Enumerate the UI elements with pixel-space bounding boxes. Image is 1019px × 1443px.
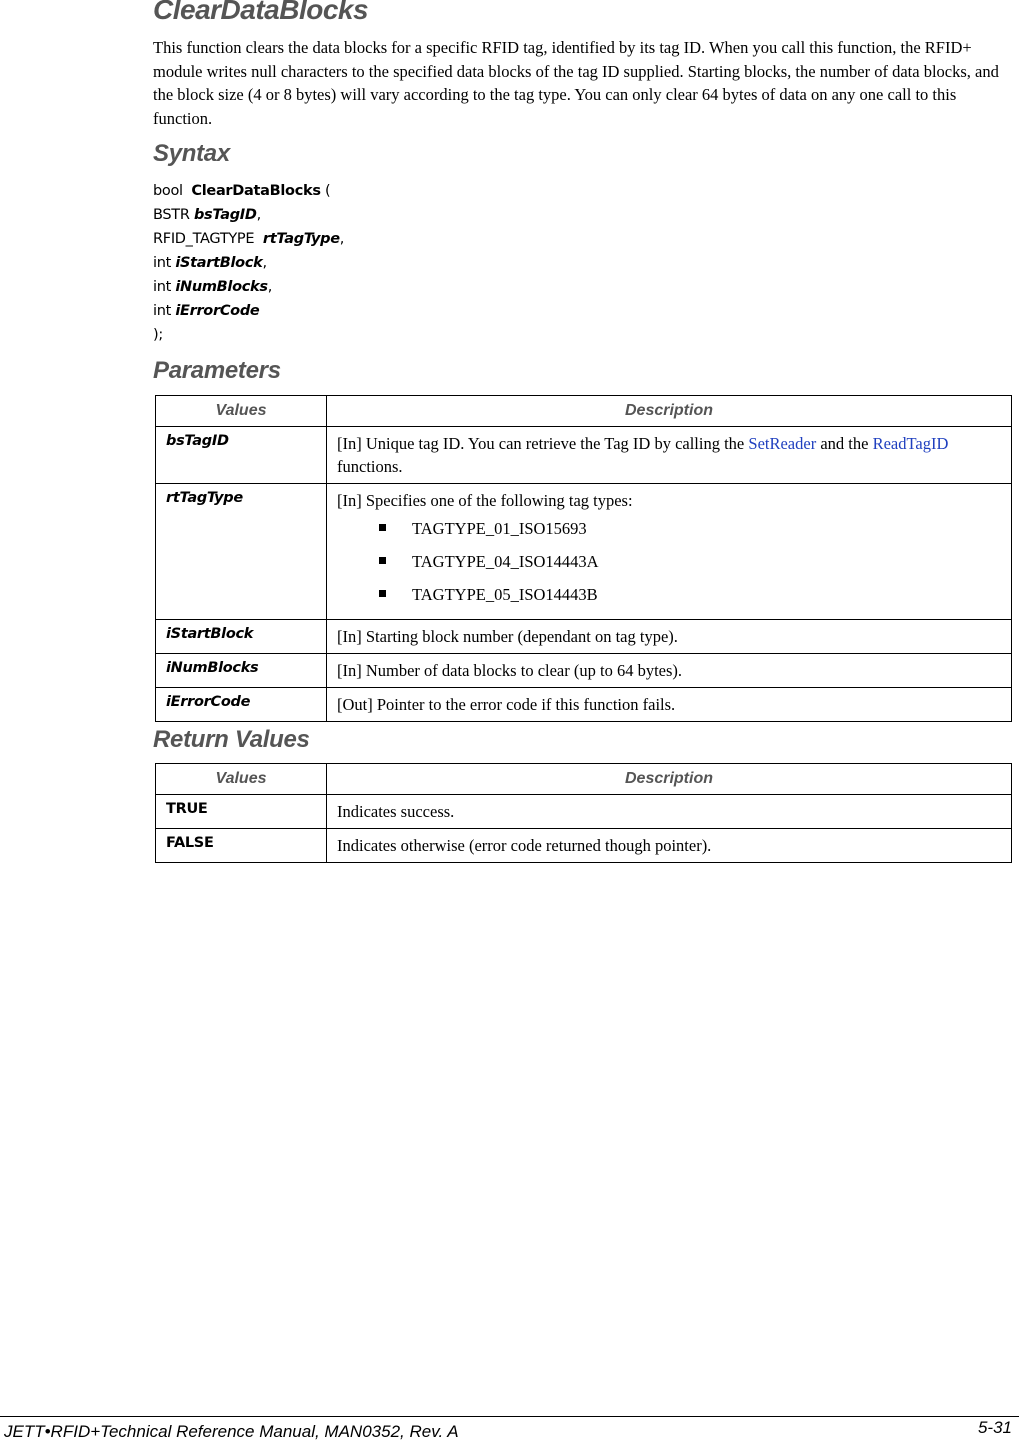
table-header-row	[156, 396, 1012, 427]
page-title: ClearDataBlocks	[153, 0, 369, 25]
function-name: ClearDataBlocks	[191, 183, 321, 199]
syntax-block	[153, 179, 344, 347]
column-header-values: Values	[156, 764, 327, 795]
syntax-line	[153, 203, 344, 227]
intro-paragraph: This function clears the data blocks for a specific RFID tag, identified by its tag ID. When you call this function, the RFID+ module writes null characters to the specified data blocks of the tag ID supplied. Starting blocks, the number of data blocks, and the block size (4 or 8 bytes) will vary according to the tag type. You can only clear 64 bytes of data on any one call to this function.	[153, 38, 999, 128]
syntax-heading: Syntax	[153, 140, 230, 167]
table-row	[156, 829, 1012, 863]
desc-text: [In] Unique tag ID. You can retrieve the Tag ID by calling the	[337, 434, 749, 453]
table-row	[156, 654, 1012, 688]
syntax-close: );	[153, 327, 163, 343]
readtagid-link[interactable]: ReadTagID	[872, 434, 949, 453]
return-value-cell: TRUE	[156, 795, 327, 829]
return-desc-cell: Indicates success.	[327, 795, 1012, 829]
param-name: rtTagType	[262, 231, 340, 247]
param-type: int	[153, 279, 172, 295]
list-item: TAGTYPE_05_ISO14443B	[379, 581, 1001, 614]
desc-text: and the	[816, 434, 873, 453]
param-desc-cell: [In] Number of data blocks to clear (up to 64 bytes).	[327, 654, 1012, 688]
return-values-table	[155, 763, 1012, 863]
param-desc-cell: [In] Starting block number (dependant on tag type).	[327, 620, 1012, 654]
param-name: bsTagID	[193, 207, 257, 223]
return-value-cell: FALSE	[156, 829, 327, 863]
param-name: iNumBlocks	[175, 279, 268, 295]
param-desc-cell	[327, 427, 1012, 484]
table-row	[156, 620, 1012, 654]
column-header-description: Description	[327, 396, 1012, 427]
return-values-heading: Return Values	[153, 726, 310, 753]
table-row	[156, 795, 1012, 829]
parameters-table	[155, 395, 1012, 722]
tag-type-list	[337, 515, 1001, 614]
param-name-cell: iErrorCode	[156, 688, 327, 722]
list-item: TAGTYPE_01_ISO15693	[379, 515, 1001, 548]
table-header-row	[156, 764, 1012, 795]
separator: ,	[267, 279, 273, 295]
syntax-line	[153, 275, 344, 299]
parameters-heading: Parameters	[153, 357, 281, 384]
column-header-values: Values	[156, 396, 327, 427]
param-desc-cell	[327, 484, 1012, 620]
desc-text: [In] Specifies one of the following tag types:	[337, 491, 633, 510]
page-number: 5-31	[977, 1418, 1012, 1437]
separator: ,	[256, 207, 261, 223]
syntax-line	[153, 179, 344, 203]
param-type: int	[153, 255, 172, 271]
param-type: int	[153, 303, 172, 319]
param-name: iStartBlock	[175, 255, 263, 271]
param-type: BSTR	[153, 207, 190, 223]
syntax-line	[153, 227, 344, 251]
param-name-cell: bsTagID	[156, 427, 327, 484]
syntax-line	[153, 299, 344, 323]
param-name-cell: iStartBlock	[156, 620, 327, 654]
table-row	[156, 484, 1012, 620]
param-name-cell: rtTagType	[156, 484, 327, 620]
open-paren: (	[320, 183, 331, 199]
footer-text: JETT•RFID+Technical Reference Manual, MAN0352, Rev. A	[4, 1422, 459, 1441]
table-row	[156, 427, 1012, 484]
return-desc-cell: Indicates otherwise (error code returned though pointer).	[327, 829, 1012, 863]
desc-text: functions.	[337, 457, 403, 476]
footer-divider	[0, 1416, 1019, 1417]
separator: ,	[262, 255, 267, 271]
setreader-link[interactable]: SetReader	[748, 434, 817, 453]
list-item: TAGTYPE_04_ISO14443A	[379, 548, 1001, 581]
table-row	[156, 688, 1012, 722]
return-type: bool	[153, 183, 183, 199]
param-name-cell: iNumBlocks	[156, 654, 327, 688]
column-header-description: Description	[327, 764, 1012, 795]
param-desc-cell: [Out] Pointer to the error code if this function fails.	[327, 688, 1012, 722]
param-type: RFID_TAGTYPE	[153, 231, 255, 247]
separator: ,	[339, 231, 345, 247]
syntax-line	[153, 251, 344, 275]
param-name: iErrorCode	[175, 303, 260, 319]
